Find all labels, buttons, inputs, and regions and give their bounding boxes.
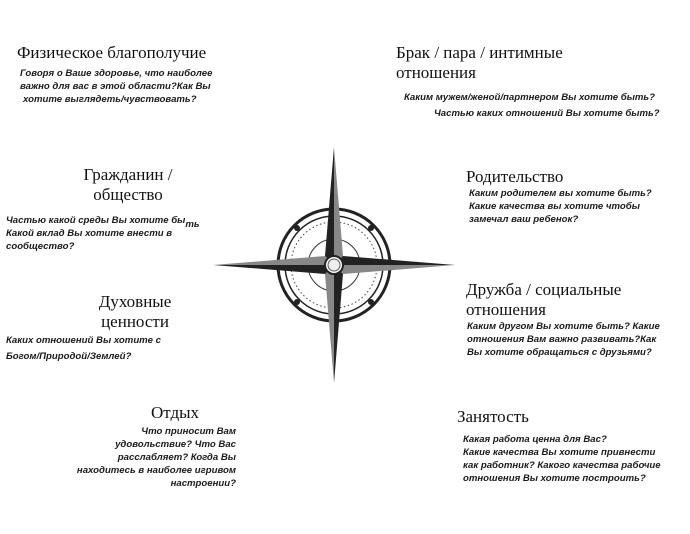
title-leisure: Отдых: [150, 403, 200, 422]
question-line: Каким мужем/женой/партнером Вы хотите быть?: [404, 92, 655, 103]
question-line: Каких отношений Вы хотите с: [6, 335, 161, 346]
question-line: Говоря о Ваше здоровье, что наиболее: [20, 68, 213, 79]
question-line: Каким родителем вы хотите быть?: [469, 188, 652, 199]
questions-parenting: [469, 187, 652, 226]
question-fragment: Частью какой среды Вы хотите бы: [6, 215, 186, 226]
question-line: Каким другом Вы хотите быть? Какие: [467, 321, 660, 332]
question-line: удовольствие? Что Вас: [115, 439, 236, 450]
questions-spiritual: [6, 333, 161, 365]
question-fragment: ть: [185, 219, 200, 230]
title-marriage: [396, 43, 563, 83]
question-line: отношения Вы хотите построить?: [463, 473, 646, 484]
title-employment: Занятость: [457, 407, 529, 426]
questions-marriage: [404, 90, 660, 122]
question-line: хотите выглядеть/чувствовать?: [23, 94, 197, 105]
questions-friendship: [467, 320, 660, 359]
title-line: общество: [93, 185, 163, 204]
question-line: Какие качества Вы хотите привнести: [463, 447, 656, 458]
title-line: отношения: [396, 63, 476, 82]
compass-knob: [368, 225, 374, 231]
title-line: Гражданин /: [83, 165, 173, 184]
question-line: Вы хотите обращаться с друзьями?: [467, 347, 652, 358]
questions-citizen: [6, 214, 200, 253]
question-line: замечал ваш ребенок?: [469, 214, 579, 225]
question-line: Какой вклад Вы хотите внести в: [6, 228, 173, 239]
title-citizen: [62, 165, 194, 205]
title-line: ценности: [101, 312, 169, 331]
question-line: [6, 214, 200, 230]
compass-rose-icon: [213, 147, 457, 383]
compass-center-dot: [328, 259, 340, 271]
question-line: важно для вас в этой области?Как Вы: [20, 81, 211, 92]
question-line: Что приносит Вам: [141, 426, 236, 437]
question-line: Богом/Природой/Землей?: [6, 351, 132, 362]
compass-knob: [368, 299, 374, 305]
question-line: находитесь в наиболее игривом: [76, 465, 236, 476]
title-line: отношения: [466, 300, 546, 319]
title-friendship: [466, 280, 621, 320]
title-line: Дружба / социальные: [466, 280, 622, 299]
questions-physical-wellbeing: [20, 67, 212, 106]
title-physical-wellbeing: Физическое благополучие: [17, 43, 207, 62]
compass-knob: [294, 225, 300, 231]
question-line: настроении?: [170, 478, 236, 489]
title-parenting: Родительство: [466, 167, 564, 186]
question-line: расслабляет? Когда Вы: [117, 452, 236, 463]
question-line: Частью каких отношений Вы хотите быть?: [434, 108, 660, 119]
title-line: Брак / пара / интимные: [396, 43, 563, 62]
question-line: Какая работа ценна для Вас?: [463, 434, 607, 445]
compass-knob: [294, 299, 300, 305]
question-line: отношения Вам важно развивать?Как: [467, 334, 657, 345]
question-line: как работник? Какого качества рабочие: [463, 460, 661, 471]
question-line: Какие качества вы хотите чтобы: [469, 201, 640, 212]
questions-employment: [463, 433, 661, 485]
title-spiritual: [80, 292, 190, 332]
questions-leisure: [60, 425, 236, 490]
question-line: сообщество?: [6, 241, 75, 252]
title-line: Духовные: [98, 292, 172, 311]
